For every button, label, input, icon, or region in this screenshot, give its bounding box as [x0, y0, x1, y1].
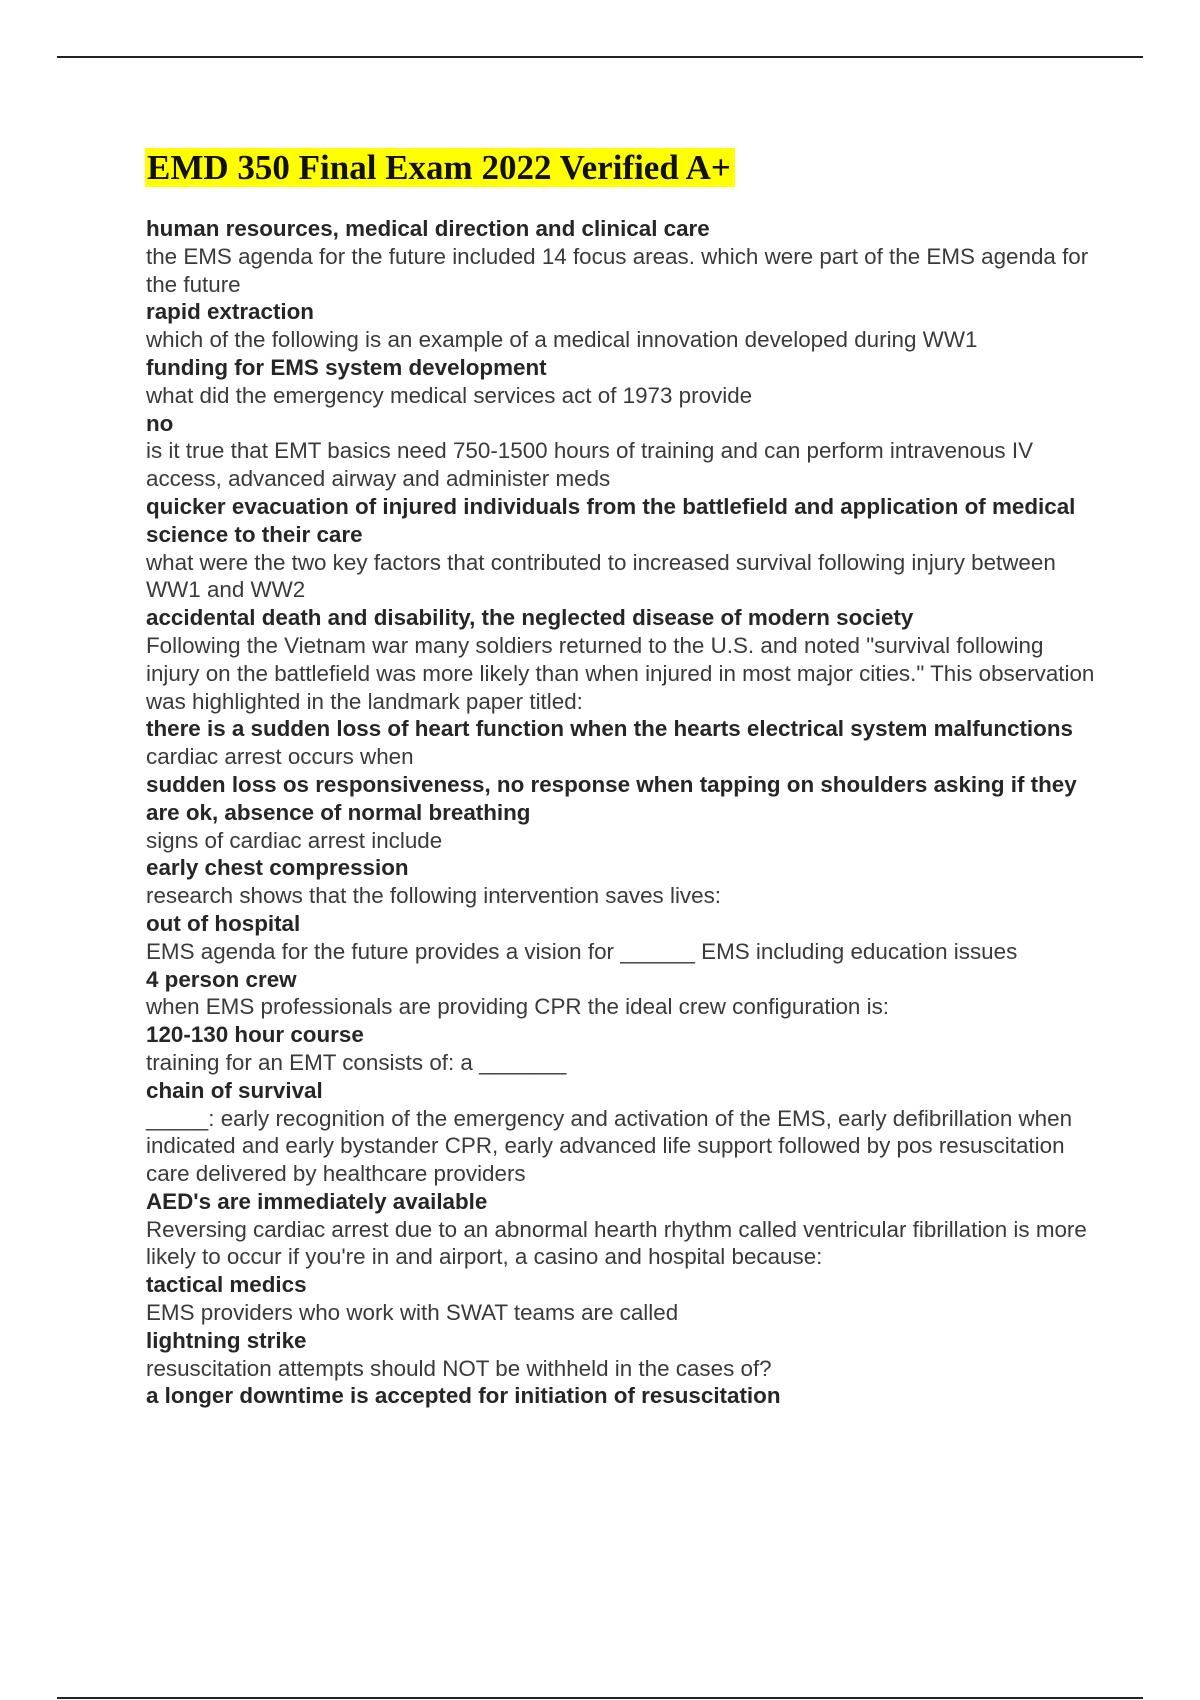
qa-answer: human resources, medical direction and clinical care	[146, 216, 710, 241]
qa-answer: 120-130 hour course	[146, 1022, 364, 1048]
qa-question: Reversing cardiac arrest due to an abnormal hearth rhythm called ventricular fibrillation is more likely to occur if you're in and airport, a casino and hospital because:	[146, 1216, 1087, 1270]
qa-entry	[146, 1021, 1096, 1077]
qa-entry	[146, 910, 1096, 966]
qa-entry	[146, 1327, 1096, 1383]
qa-entry	[146, 854, 1096, 910]
qa-answer: funding for EMS system development	[146, 354, 547, 380]
qa-question: which of the following is an example of a medical innovation developed during WW1	[146, 327, 978, 353]
qa-question: is it true that EMT basics need 750-1500 hours of training and can perform intravenous IV access, advanced airway and administer meds	[146, 438, 1033, 492]
qa-answer: accidental death and disability, the neglected disease of modern society	[146, 605, 914, 631]
qa-question: cardiac arrest occurs when	[146, 744, 414, 770]
qa-question: the EMS agenda for the future included 14 focus areas. which were part of the EMS agenda for the future	[146, 243, 1089, 297]
qa-question: EMS providers who work with SWAT teams are called	[146, 1300, 679, 1326]
qa-entry	[146, 771, 1096, 854]
qa-entry	[146, 715, 1096, 771]
qa-answer: sudden loss os responsiveness, no response when tapping on shoulders asking if they are ok, absence of normal breathing	[146, 771, 1077, 825]
qa-question: _____: early recognition of the emergency and activation of the EMS, early defibrillation when indicated and early bystander CPR, early advanced life support followed by pos resuscitation care delivered by healthcare providers	[146, 1105, 1073, 1187]
page-title	[145, 146, 735, 190]
qa-entry	[146, 354, 1096, 410]
qa-entry	[146, 1382, 1096, 1410]
page-title-text: EMD 350 Final Exam 2022 Verified A+	[145, 148, 735, 187]
qa-question: EMS agenda for the future provides a vision for ______ EMS including education issues	[146, 938, 1018, 964]
qa-question: research shows that the following intervention saves lives:	[146, 883, 721, 909]
qa-answer: lightning strike	[146, 1327, 307, 1353]
qa-question: signs of cardiac arrest include	[146, 827, 443, 853]
qa-question: what were the two key factors that contributed to increased survival following injury between WW1 and WW2	[146, 549, 1056, 603]
qa-entry	[146, 298, 1096, 354]
qa-entry	[146, 410, 1096, 493]
qa-question: resuscitation attempts should NOT be withheld in the cases of?	[146, 1355, 772, 1381]
qa-entry	[146, 604, 1096, 715]
qa-entry	[146, 966, 1096, 1022]
qa-answer: quicker evacuation of injured individuals from the battlefield and application of medical science to their care	[146, 493, 1076, 547]
bottom-divider	[57, 1697, 1143, 1699]
qa-answer: early chest compression	[146, 855, 409, 881]
qa-entry	[146, 1271, 1096, 1327]
qa-question: Following the Vietnam war many soldiers returned to the U.S. and noted "survival following injury on the battlefield was more likely than when injured in most major cities." This observation was highlighted in the landmark paper titled:	[146, 632, 1095, 714]
qa-question: what did the emergency medical services act of 1973 provide	[146, 382, 753, 408]
qa-answer: no	[146, 410, 174, 436]
qa-question: training for an EMT consists of: a _______	[146, 1049, 567, 1075]
qa-answer: there is a sudden loss of heart function when the hearts electrical system malfunctions	[146, 716, 1073, 742]
qa-entry	[146, 493, 1096, 604]
qa-answer: tactical medics	[146, 1272, 307, 1298]
qa-answer: a longer downtime is accepted for initiation of resuscitation	[146, 1383, 781, 1409]
qa-answer: 4 person crew	[146, 966, 297, 992]
qa-question: when EMS professionals are providing CPR the ideal crew configuration is:	[146, 994, 889, 1020]
qa-entry	[146, 215, 1096, 298]
qa-answer: out of hospital	[146, 910, 301, 936]
top-divider	[57, 56, 1143, 58]
qa-answer: AED's are immediately available	[146, 1188, 488, 1214]
qa-answer: rapid extraction	[146, 299, 314, 325]
qa-answer: chain of survival	[146, 1077, 323, 1103]
qa-entry	[146, 1188, 1096, 1271]
qa-entry	[146, 1077, 1096, 1188]
qa-list	[146, 215, 1096, 1410]
